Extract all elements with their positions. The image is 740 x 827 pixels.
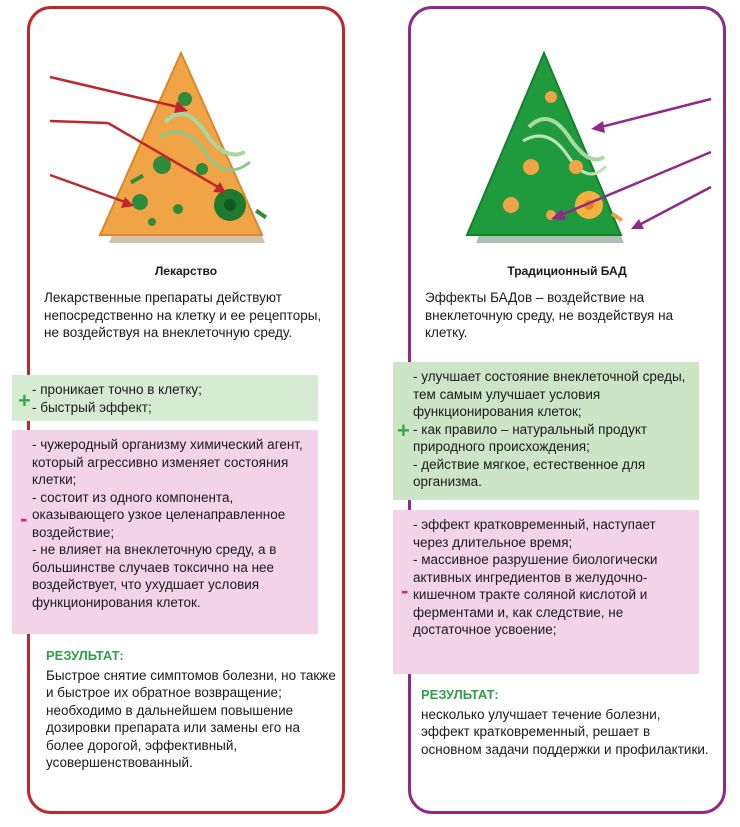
minus-icon: - — [20, 506, 28, 531]
pros-item: - быстрый эффект; — [32, 399, 152, 415]
supplement-intro: Эффекты БАДов – воздействие на внеклеточную среду, не воздействуя на клетку. — [425, 290, 674, 340]
pros-item: - действие мягкое, естественное для организма. — [413, 456, 646, 489]
supplement-pros-band — [393, 362, 699, 500]
pros-item: - улучшает состояние внеклеточной среды, тем самым улучшает условия функционирования клеток; — [413, 369, 686, 419]
minus-icon: - — [401, 578, 409, 603]
medicine-title: Лекарство — [154, 264, 218, 278]
result-text: Быстрое снятие симптомов болезни, но также и быстрое их обратное возвращение; — [46, 667, 336, 700]
pros-item: - как правило – натуральный продукт природного происхождения; — [413, 421, 648, 454]
cons-item: - эффект кратковременный, наступает через длительное время; — [413, 517, 656, 550]
cons-item: - массивное разрушение биологически активных ингредиентов в желудочно-кишечном тракте соляной кислотой и ферментами и, как следствие, не достаточное усвоение; — [413, 552, 658, 637]
result-text: необходимо в дальнейшем повышение дозировки препарата или замены его на более дорогой, эффективный, усовершенствованный. — [46, 702, 300, 770]
pros-item: - проникает точно в клетку; — [32, 382, 202, 397]
medicine-cons-band — [12, 430, 318, 634]
result-text: несколько улучшает течение болезни, эффект кратковременный, решает в основном задачи поддержки и профилактики. — [421, 706, 709, 757]
result-heading: РЕЗУЛЬТАТ: — [46, 648, 124, 663]
cons-item: - состоит из одного компонента, оказывающего узкое целенаправленное воздействие; — [32, 489, 286, 540]
supplement-result — [421, 686, 711, 758]
plus-icon: + — [18, 388, 31, 413]
medicine-result — [46, 647, 336, 772]
medicine-pros-band — [12, 375, 318, 421]
supplement-cons-band — [393, 510, 699, 674]
plus-icon: + — [397, 418, 410, 443]
supplement-pyramid-illustration — [411, 37, 729, 252]
medicine-pyramid-illustration — [30, 37, 348, 252]
cons-item: - не влияет на внеклеточную среду, а в большинстве случаев токсично на нее воздействует, что ухудшает условия функционирования клеток. — [32, 542, 277, 610]
result-heading: РЕЗУЛЬТАТ: — [421, 687, 499, 702]
supplement-title: Традиционный БАД — [507, 264, 627, 278]
medicine-intro: Лекарственные препараты действуют непосредственно на клетку и ее рецепторы, не воздействуя на внеклеточную среду. — [44, 290, 322, 340]
cons-item: - чужеродный организму химический агент, который агрессивно изменяет состояния клетки; — [32, 437, 303, 487]
